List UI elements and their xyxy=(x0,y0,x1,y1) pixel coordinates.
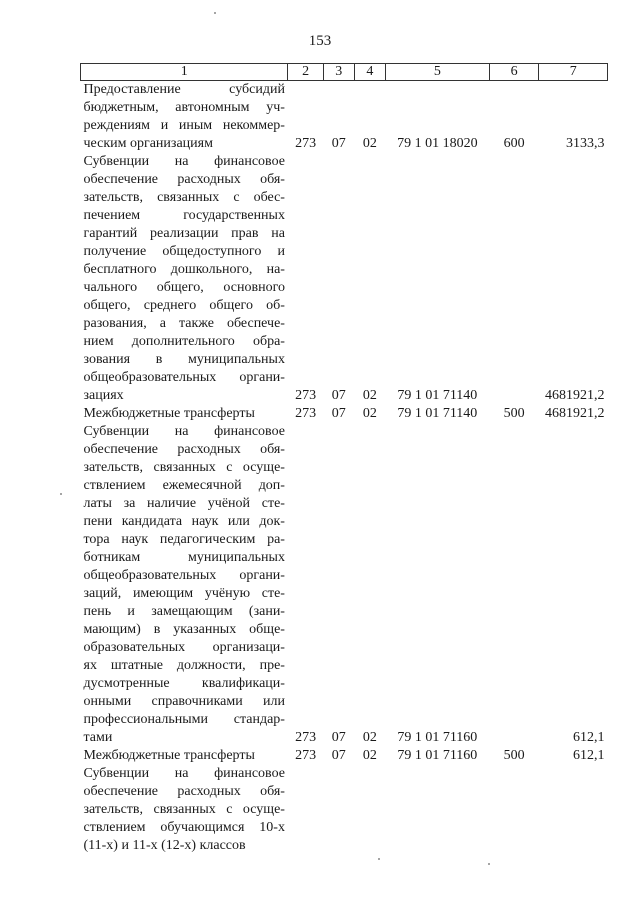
target-article-code xyxy=(385,81,489,154)
target-article-code xyxy=(385,423,489,747)
subsection-code xyxy=(354,747,385,765)
scan-speck xyxy=(214,12,216,14)
description-line: реждениям и иным некоммер- xyxy=(83,118,285,133)
description-line: пень и замещающим (зани- xyxy=(83,604,285,619)
subsection-code xyxy=(354,765,385,855)
target-article-code xyxy=(385,405,489,423)
description-line: бесплатного дошкольного, на- xyxy=(83,262,285,277)
department-code xyxy=(288,765,323,855)
amount xyxy=(539,747,608,765)
description-line: тами xyxy=(83,730,113,745)
table-row xyxy=(81,153,608,405)
expense-type-code-value: 500 xyxy=(503,748,525,763)
department-code-value: 273 xyxy=(295,730,317,745)
description-line: онными справочниками или xyxy=(83,694,285,709)
description-line: зательств, связанных с осуще- xyxy=(83,802,285,817)
amount xyxy=(539,153,608,405)
description-line: ческим организациям xyxy=(83,136,213,151)
description-line: бюджетным, автономным уч- xyxy=(83,100,285,115)
subsection-code xyxy=(354,405,385,423)
scan-speck xyxy=(60,493,62,495)
description-line: общего, среднего общего об- xyxy=(83,298,285,313)
section-code-value: 07 xyxy=(331,136,346,151)
column-number-header xyxy=(81,64,608,81)
target-article-code xyxy=(385,153,489,405)
expense-type-code xyxy=(489,81,539,154)
department-code-value: 273 xyxy=(295,748,317,763)
column-header: 5 xyxy=(385,64,489,81)
description-line: профессиональными стандар- xyxy=(83,712,285,727)
description-line: зательств, связанных с обес- xyxy=(83,190,285,205)
subsection-code-value: 02 xyxy=(362,730,377,745)
description-line: разования, а также обеспече- xyxy=(83,316,285,331)
description-line: общеобразовательных органи- xyxy=(83,568,285,583)
column-header: 2 xyxy=(288,64,323,81)
section-code xyxy=(323,747,354,765)
section-code-value: 07 xyxy=(331,388,346,403)
table-row xyxy=(81,405,608,423)
amount-value: 612,1 xyxy=(573,748,605,763)
section-code xyxy=(323,405,354,423)
department-code xyxy=(288,81,323,154)
section-code-value: 07 xyxy=(331,730,346,745)
expense-type-code-value: 600 xyxy=(503,136,525,151)
column-header: 7 xyxy=(539,64,608,81)
amount xyxy=(539,423,608,747)
table-row xyxy=(81,747,608,765)
budget-table xyxy=(80,63,608,855)
section-code xyxy=(323,423,354,747)
amount-value: 3133,3 xyxy=(566,136,605,151)
expense-description xyxy=(81,405,288,423)
expense-type-code xyxy=(489,747,539,765)
description-line: зациях xyxy=(83,388,124,403)
table-row xyxy=(81,423,608,747)
description-line: обеспечение расходных обя- xyxy=(83,172,285,187)
department-code-value: 273 xyxy=(295,406,317,421)
expense-type-code xyxy=(489,153,539,405)
section-code xyxy=(323,153,354,405)
description-line: зования в муниципальных xyxy=(83,352,285,367)
amount-value: 612,1 xyxy=(573,730,605,745)
description-line: обеспечение расходных обя- xyxy=(83,784,285,799)
description-line: (11-х) и 11-х (12-х) классов xyxy=(83,838,246,853)
description-line: гарантий реализации прав на xyxy=(83,226,285,241)
description-line: Субвенции на финансовое xyxy=(83,154,285,169)
amount xyxy=(539,405,608,423)
description-line: ствлением ежемесячной доп- xyxy=(83,478,285,493)
description-line: чального общего, основного xyxy=(83,280,285,295)
description-line: ботникам муниципальных xyxy=(83,550,285,565)
description-line: латы за наличие учёной сте- xyxy=(83,496,285,511)
subsection-code-value: 02 xyxy=(362,748,377,763)
description-line: общеобразовательных органи- xyxy=(83,370,285,385)
expense-type-code xyxy=(489,765,539,855)
expense-description xyxy=(81,81,288,154)
description-line: ствлением обучающимся 10-х xyxy=(83,820,285,835)
amount-value: 4681921,2 xyxy=(545,388,605,403)
subsection-code xyxy=(354,153,385,405)
description-line: печением государственных xyxy=(83,208,285,223)
column-header: 1 xyxy=(81,64,288,81)
target-article-code xyxy=(385,765,489,855)
subsection-code-value: 02 xyxy=(362,406,377,421)
description-line: Субвенции на финансовое xyxy=(83,424,285,439)
scan-speck xyxy=(378,858,380,860)
table-row xyxy=(81,765,608,855)
subsection-code-value: 02 xyxy=(362,388,377,403)
expense-type-code xyxy=(489,423,539,747)
description-line: дусмотренные квалификаци- xyxy=(83,676,285,691)
description-line: Предоставление субсидий xyxy=(83,82,285,97)
scan-speck xyxy=(488,863,490,865)
section-code-value: 07 xyxy=(331,748,346,763)
description-line: мающим) в указанных обще- xyxy=(83,622,285,637)
description-line: Межбюджетные трансферты xyxy=(83,406,255,421)
target-article-code-value: 79 1 01 71160 xyxy=(397,730,478,745)
target-article-code-value: 79 1 01 18020 xyxy=(397,136,478,151)
description-line: образовательных организаци- xyxy=(83,640,285,655)
subsection-code xyxy=(354,423,385,747)
column-header: 3 xyxy=(323,64,354,81)
description-line: получение общедоступного и xyxy=(83,244,285,259)
department-code xyxy=(288,405,323,423)
expense-type-code xyxy=(489,405,539,423)
amount xyxy=(539,765,608,855)
description-line: зательств, связанных с осуще- xyxy=(83,460,285,475)
expense-description xyxy=(81,423,288,747)
column-header: 6 xyxy=(489,64,539,81)
target-article-code-value: 79 1 01 71140 xyxy=(397,388,478,403)
description-line: пени кандидата наук или док- xyxy=(83,514,285,529)
description-line: заций, имеющим учёную сте- xyxy=(83,586,285,601)
column-header: 4 xyxy=(354,64,385,81)
section-code xyxy=(323,81,354,154)
section-code xyxy=(323,765,354,855)
section-code-value: 07 xyxy=(331,406,346,421)
department-code-value: 273 xyxy=(295,136,317,151)
description-line: Субвенции на финансовое xyxy=(83,766,285,781)
department-code xyxy=(288,153,323,405)
description-line: тора наук педагогическим ра- xyxy=(83,532,285,547)
department-code-value: 273 xyxy=(295,388,317,403)
department-code xyxy=(288,423,323,747)
description-line: Межбюджетные трансферты xyxy=(83,748,255,763)
description-line: ях штатные должности, пре- xyxy=(83,658,285,673)
expense-description xyxy=(81,153,288,405)
target-article-code xyxy=(385,747,489,765)
department-code xyxy=(288,747,323,765)
page-number: 153 xyxy=(308,33,332,49)
description-line: обеспечение расходных обя- xyxy=(83,442,285,457)
subsection-code xyxy=(354,81,385,154)
subsection-code-value: 02 xyxy=(362,136,377,151)
amount xyxy=(539,81,608,154)
amount-value: 4681921,2 xyxy=(545,406,605,421)
expense-type-code-value: 500 xyxy=(503,406,525,421)
target-article-code-value: 79 1 01 71160 xyxy=(397,748,478,763)
expense-description xyxy=(81,765,288,855)
table-row xyxy=(81,81,608,154)
target-article-code-value: 79 1 01 71140 xyxy=(397,406,478,421)
description-line: нием дополнительного обра- xyxy=(83,334,285,349)
expense-description xyxy=(81,747,288,765)
